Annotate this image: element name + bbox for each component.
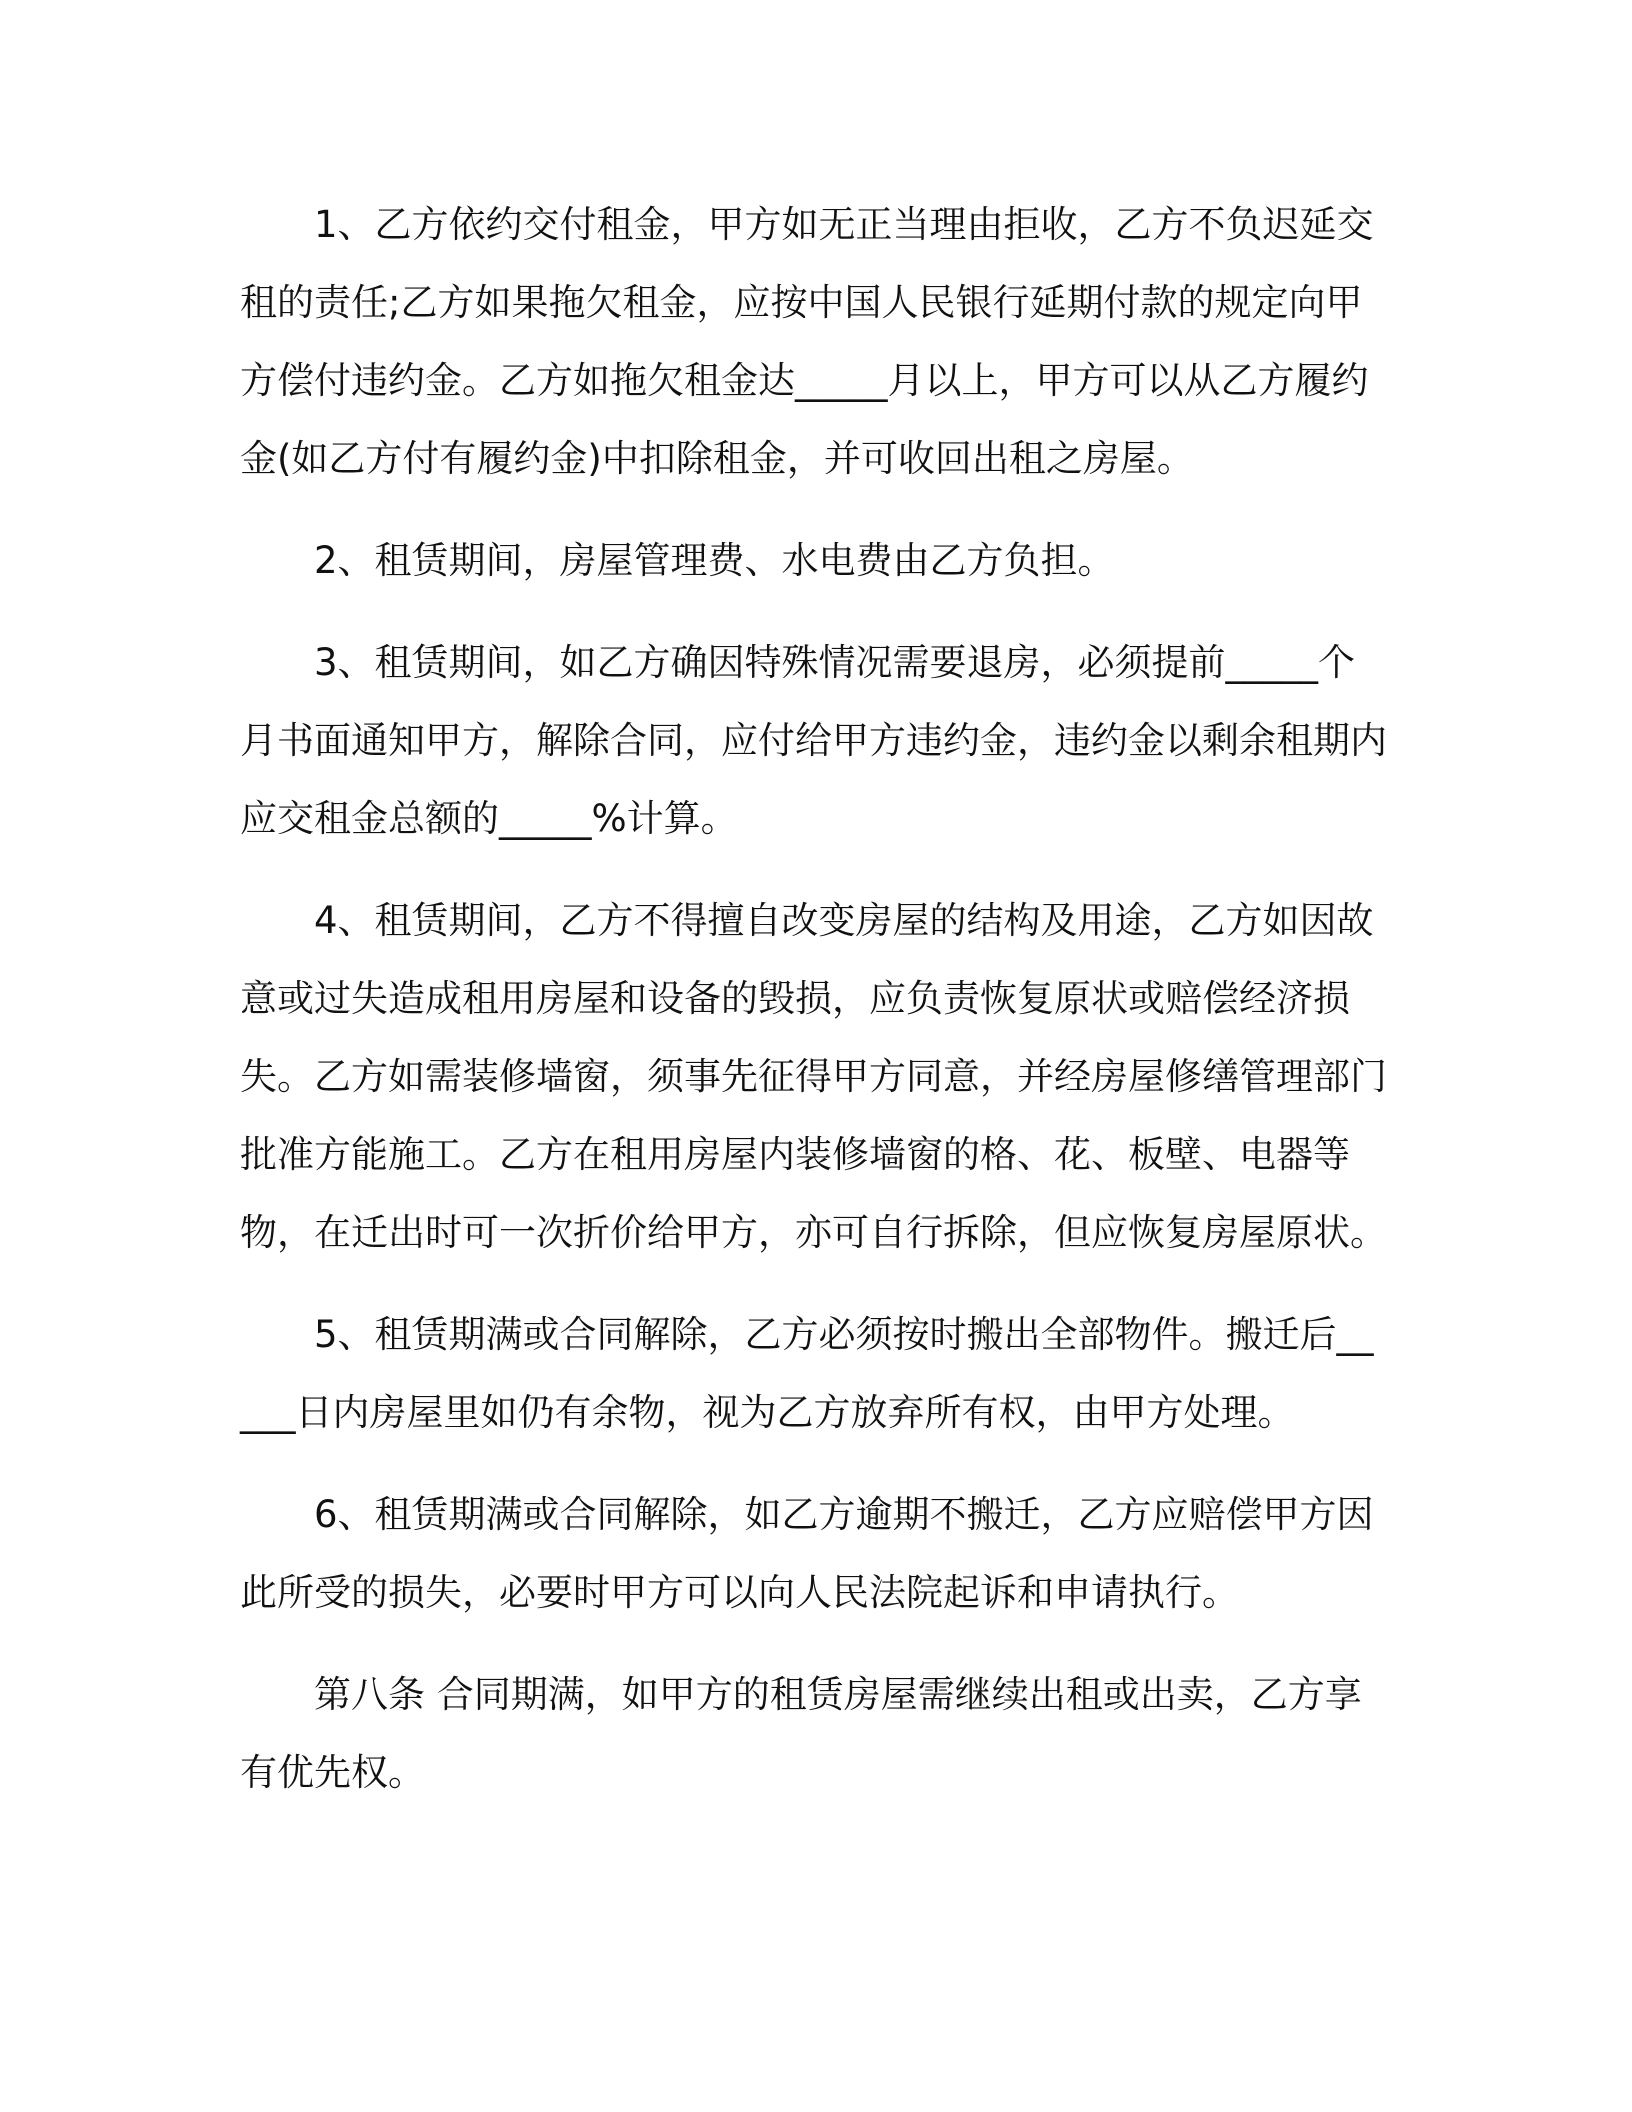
clause-moving-out: 5、租赁期满或合同解除，乙方必须按时搬出全部物件。搬迁后_____日内房屋里如仍有余物，视为乙方放弃所有权，由甲方处理。 — [240, 1313, 1374, 1434]
article-eight: 第八条 合同期满，如甲方的租赁房屋需继续出租或出卖，乙方享有优先权。 — [240, 1673, 1362, 1794]
clause-early-termination: 3、租赁期间，如乙方确因特殊情况需要退房，必须提前_____个月书面通知甲方，解除合同，应付给甲方违约金，违约金以剩余租期内应交租金总额的_____%计算。 — [240, 641, 1387, 840]
document-body — [240, 186, 1390, 1836]
clause-fees: 2、租赁期间，房屋管理费、水电费由乙方负担。 — [314, 539, 1115, 582]
clause-overdue-vacating: 6、租赁期满或合同解除，如乙方逾期不搬迁，乙方应赔偿甲方因此所受的损失，必要时甲方可以向人民法院起诉和申请执行。 — [240, 1493, 1374, 1614]
clause-rent-payment: 1、乙方依约交付租金，甲方如无正当理由拒收，乙方不负迟延交租的责任;乙方如果拖欠租金，应按中国人民银行延期付款的规定向甲方偿付违约金。乙方如拖欠租金达_____月以上，甲方可以从乙方履约金(如乙方付有履约金)中扣除租金，并可收回出租之房屋。 — [240, 203, 1374, 480]
clause-alterations: 4、租赁期间，乙方不得擅自改变房屋的结构及用途，乙方如因故意或过失造成租用房屋和设备的毁损，应负责恢复原状或赔偿经济损失。乙方如需装修墙窗，须事先征得甲方同意，并经房屋修缮管理部门批准方能施工。乙方在租用房屋内装修墙窗的格、花、板壁、电器等物，在迁出时可一次折价给甲方，亦可自行拆除，但应恢复房屋原状。 — [240, 899, 1387, 1254]
